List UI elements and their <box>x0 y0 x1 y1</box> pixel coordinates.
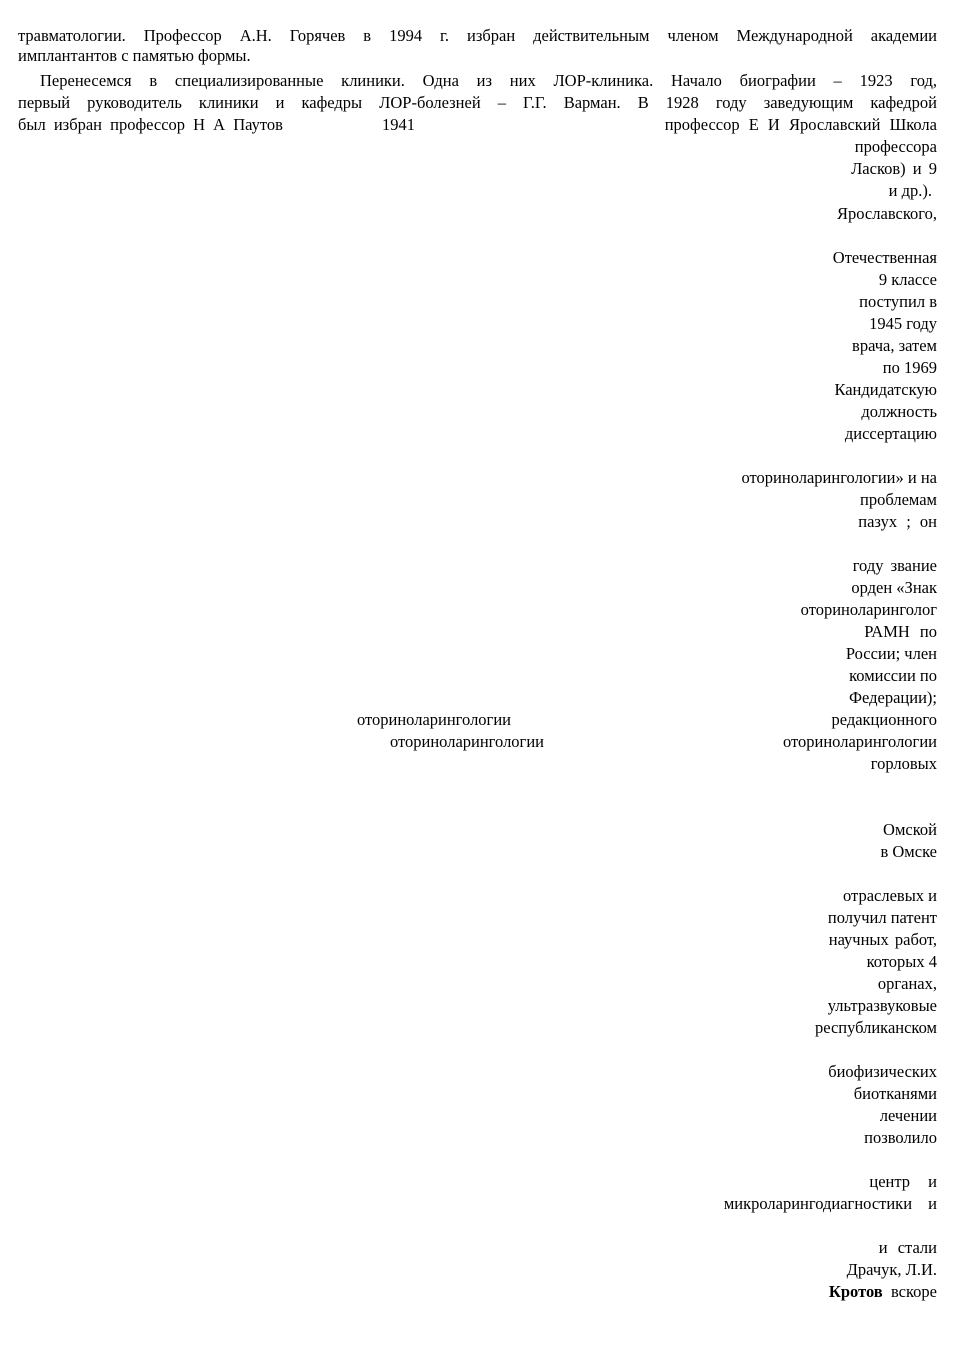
middle-text-line: оториноларингологии <box>390 732 544 751</box>
right-text-line: в Омске <box>880 842 937 861</box>
right-text-line: Ласков) и 9 <box>851 159 937 178</box>
right-text-line: научных работ, <box>828 930 937 949</box>
paragraph-2-line-2: первый руководитель клиники и кафедры ЛОР-болезней – Г.Г. Варман. В 1928 году заведующим кафедрой <box>18 93 937 112</box>
right-text-line: которых 4 <box>866 952 937 971</box>
right-text-line: России; член <box>845 644 937 663</box>
paragraph-1-line-1: травматологии. Профессор А.Н. Горячев в 1994 г. избран действительным членом Международной академии <box>18 26 937 45</box>
right-text-line: Драчук, Л.И. <box>846 1260 937 1279</box>
right-text-line: Ярославского, <box>837 204 937 223</box>
right-text-line: получил патент <box>827 908 937 927</box>
right-text-line: оториноларинголог <box>800 600 937 619</box>
right-text-line: по 1969 <box>882 358 937 377</box>
right-text-line: профессора <box>854 137 937 156</box>
right-text-line: редакционного <box>831 710 937 729</box>
right-text-line: биофизических <box>828 1062 937 1081</box>
bold-surname: Кротов <box>828 1282 883 1301</box>
last-line-rest: вскоре <box>890 1282 937 1301</box>
right-text-line: позволило <box>864 1128 937 1147</box>
right-text-line: и стали <box>878 1238 937 1257</box>
right-text-line: Омской <box>883 820 937 839</box>
right-text-line: комиссии по <box>849 666 937 685</box>
right-text-line: горловых <box>870 754 937 773</box>
right-text-line: микроларингодиагностики и <box>723 1194 937 1213</box>
paragraph-2-line-1: Перенесемся в специализированные клиники. Одна из них ЛОР-клиника. Начало биографии – 1923 год, <box>40 71 937 90</box>
right-text-line: отраслевых и <box>843 886 937 905</box>
right-text-line: орден «Знак <box>851 578 937 597</box>
right-text-line: 1945 году <box>869 314 937 333</box>
paragraph-2-line-3-right: профессор Е И Ярославский Школа <box>664 115 937 134</box>
right-text-line: проблемам <box>860 490 937 509</box>
right-text-line: биотканями <box>853 1084 937 1103</box>
right-text-line: лечении <box>879 1106 937 1125</box>
right-text-line: диссертацию <box>844 424 937 443</box>
right-text-line: пазух ; он <box>858 512 937 531</box>
right-text-line: Кандидатскую <box>834 380 937 399</box>
right-text-line: центр и <box>869 1172 937 1191</box>
right-text-line: году звание <box>852 556 937 575</box>
right-text-line: 9 классе <box>878 270 937 289</box>
right-text-line: Отечественная <box>832 248 937 267</box>
last-line <box>829 1282 937 1301</box>
right-text-line: оториноларингологии <box>783 732 937 751</box>
right-text-line: ультразвуковые <box>827 996 937 1015</box>
right-text-line: органах, <box>877 974 937 993</box>
right-text-line: должность <box>861 402 937 421</box>
paragraph-2-line-3-year: 1941 <box>382 115 415 134</box>
right-text-line: врача, затем <box>852 336 937 355</box>
right-text-line: республиканском <box>814 1018 937 1037</box>
paragraph-1-line-2: имплантантов с памятью формы. <box>18 46 251 65</box>
middle-text-line: оториноларингологии <box>357 710 511 729</box>
paragraph-2-line-3-left: был избран профессор Н А Паутов <box>18 115 283 134</box>
right-text-line: и др.). <box>888 181 932 200</box>
right-text-line: Федерации); <box>848 688 937 707</box>
right-text-line: оториноларингологии» и на <box>741 468 937 487</box>
right-text-line: поступил в <box>859 292 937 311</box>
right-text-line: РАМН по <box>864 622 937 641</box>
